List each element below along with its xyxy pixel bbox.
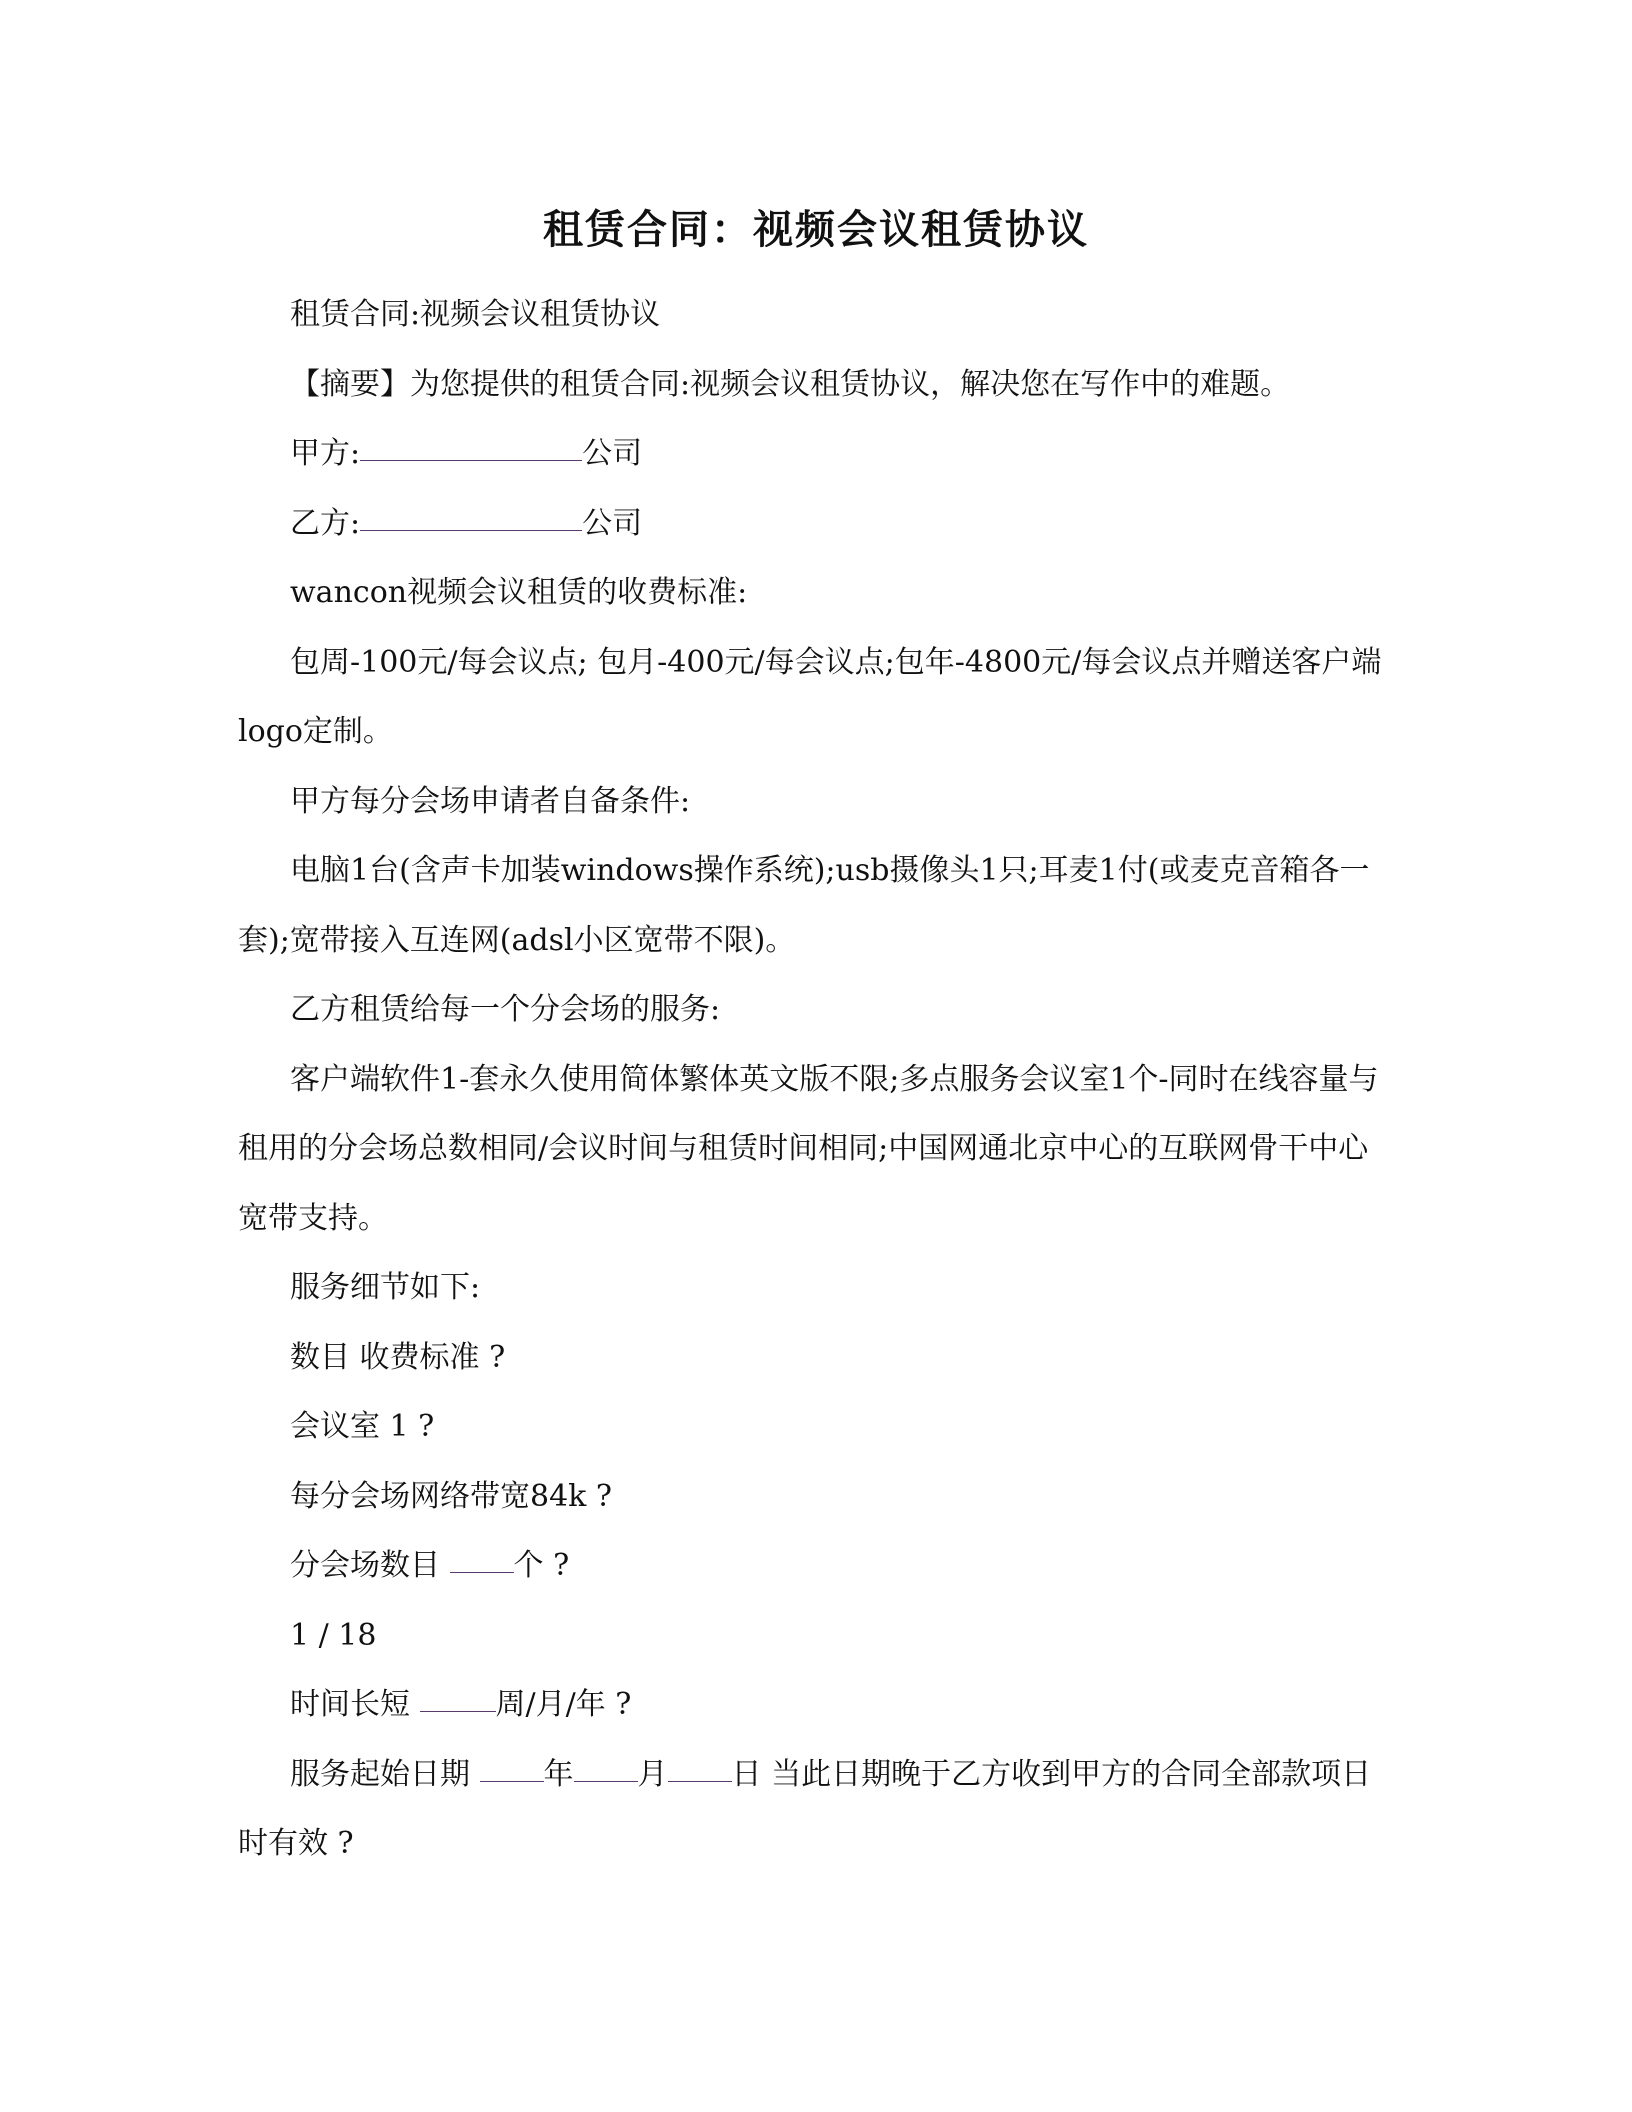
conditions-heading: 甲方每分会场申请者自备条件: [290,783,691,819]
duration-suffix: 周/月/年 ? [495,1687,632,1722]
details-row-branch [238,1531,1398,1601]
party-b-line [238,489,1398,559]
start-label: 服务起始日期 [290,1756,480,1792]
details-row-bandwidth: 每分会场网络带宽84k ? [290,1478,612,1514]
page-number: 1 / 18 [290,1617,377,1653]
branch-blank [450,1542,514,1573]
party-a-label: 甲方: [290,436,361,471]
start-day-label: 日 [731,1756,762,1792]
party-b-label: 乙方: [290,505,361,541]
details-row-duration [238,1670,1398,1740]
duration-label: 时间长短 [290,1687,420,1722]
start-year-blank [480,1751,544,1782]
fee-paragraph: 包周-100元/每会议点; 包月-400元/每会议点;包年-4800元/每会议点并赠送客户端logo定制。 [238,644,1382,749]
conditions-paragraph: 电脑1台(含声卡加装windows操作系统);usb摄像头1只;耳麦1付(或麦克音箱各一套);宽带接入互连网(adsl小区宽带不限)。 [238,853,1370,958]
start-month-label: 月 [637,1756,668,1792]
party-b-suffix: 公司 [582,505,643,541]
party-a-suffix: 公司 [582,436,643,471]
services-heading: 乙方租赁给每一个分会场的服务: [290,992,721,1027]
details-heading: 服务细节如下: [290,1270,481,1305]
details-row-header: 数目 收费标准 ? [290,1339,506,1375]
start-condition: 当此日期晚于乙方收到甲方的合同全部款项日时有效 ? [238,1756,1372,1861]
start-day-blank [668,1751,732,1782]
party-a-blank [360,430,582,461]
details-row-start [238,1740,1398,1879]
branch-suffix: 个 ? [513,1548,570,1583]
fee-heading: wancon视频会议租赁的收费标准: [290,575,748,610]
branch-label: 分会场数目 [290,1548,450,1583]
details-row-room: 会议室 1 ? [290,1409,435,1444]
start-month-blank [574,1751,638,1782]
party-a-line [238,419,1398,489]
subtitle-paragraph: 租赁合同:视频会议租赁协议 [290,297,661,332]
start-year-label: 年 [543,1756,574,1792]
document-body [238,280,1398,1879]
duration-blank [420,1681,496,1712]
document-title: 租赁合同：视频会议租赁协议 [543,206,1089,253]
abstract-paragraph: 【摘要】为您提供的租赁合同:视频会议租赁协议，解决您在写作中的难题。 [290,366,1291,402]
services-paragraph: 客户端软件1-套永久使用简体繁体英文版不限;多点服务会议室1个-同时在线容量与租用的分会场总数相同/会议时间与租赁时间相同;中国网通北京中心的互联网骨干中心宽带支持。 [238,1061,1379,1236]
party-b-blank [360,500,582,531]
